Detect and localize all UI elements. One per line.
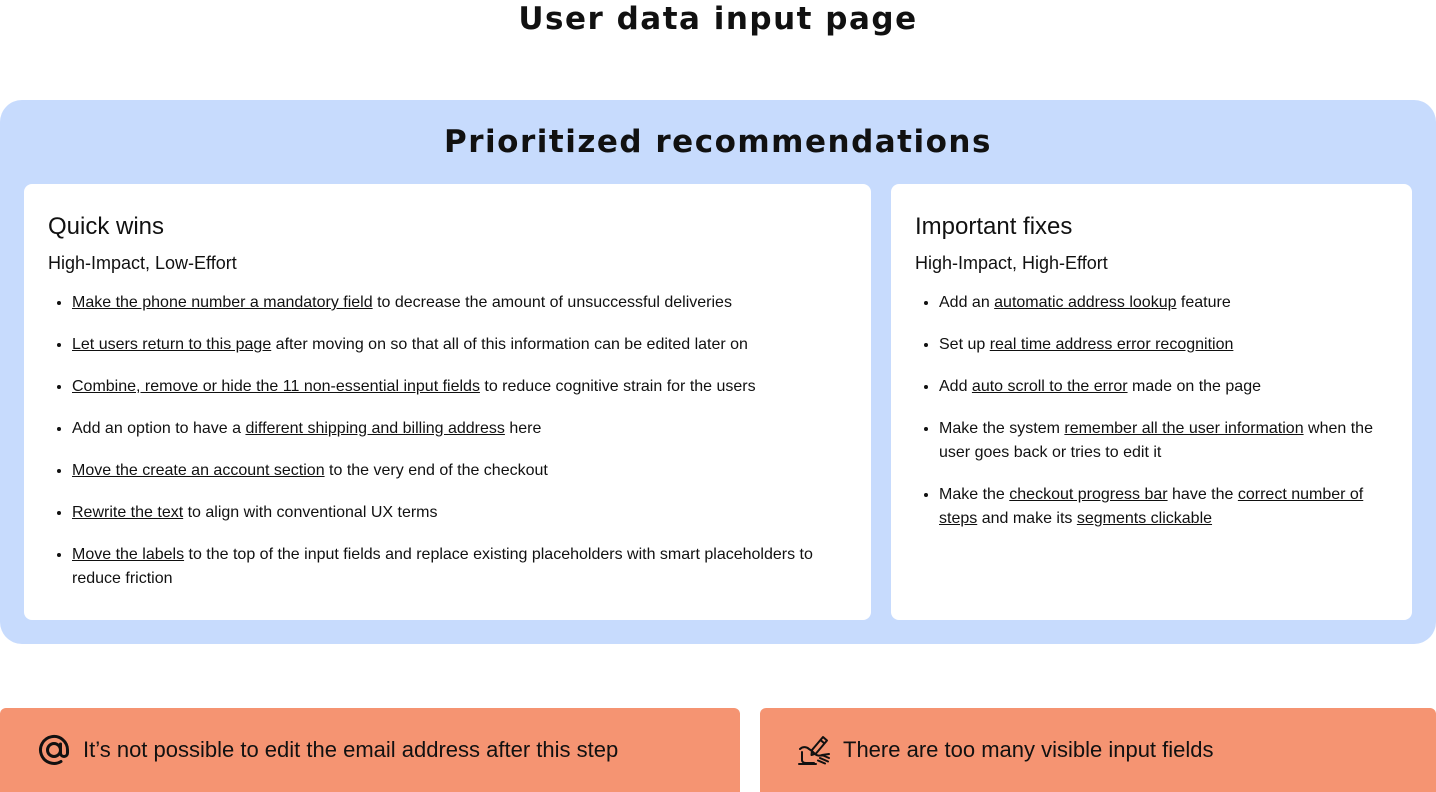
recommendation-item [939, 417, 1388, 465]
recommendation-link[interactable]: different shipping and billing address [245, 420, 505, 437]
recommendation-text: to reduce cognitive strain for the users [479, 378, 756, 395]
recommendation-link[interactable]: segments clickable [1076, 510, 1213, 527]
recommendation-link[interactable]: Move the labels [72, 546, 185, 563]
recommendation-link[interactable]: Let users return to this page [72, 336, 272, 353]
recommendation-text: to align with conventional UX terms [183, 504, 438, 521]
recommendation-item [72, 543, 847, 591]
recommendation-text: Make the system [939, 420, 1065, 437]
recommendation-text: Set up [939, 336, 990, 353]
important-fixes-subheading: High-Impact, High-Effort [915, 253, 1108, 273]
recommendation-link[interactable]: Make the phone number a mandatory field [72, 294, 373, 311]
recommendation-link[interactable]: Combine, remove or hide the 11 non-essential input fields [72, 378, 480, 395]
recommendation-text: when the user goes back or tries to edit it [939, 420, 1373, 461]
quick-wins-heading: Quick wins [48, 213, 165, 240]
recommendations-panel [0, 100, 1436, 644]
recommendation-link[interactable]: auto scroll to the error [971, 378, 1128, 395]
recommendation-text: feature [1176, 294, 1231, 311]
recommendation-link[interactable]: automatic address lookup [994, 294, 1177, 311]
page-title: User data input page [518, 1, 918, 37]
recommendation-link[interactable]: Rewrite the text [72, 504, 184, 521]
recommendation-item [939, 375, 1388, 399]
recommendation-text: to decrease the amount of unsuccessful deliveries [372, 294, 732, 311]
recommendation-link[interactable]: correct number of steps [939, 486, 1364, 527]
important-fixes-heading: Important fixes [915, 213, 1073, 240]
issue-fields-text: There are too many visible input fields [843, 737, 1214, 762]
quick-wins-card [24, 184, 871, 620]
recommendation-item [939, 483, 1388, 531]
recommendation-link[interactable]: real time address error recognition [989, 336, 1234, 353]
recommendation-text: to the very end of the checkout [324, 462, 548, 479]
recommendation-text: made on the page [1127, 378, 1261, 395]
important-fixes-card [891, 184, 1412, 620]
recommendation-text: have the [1167, 486, 1238, 503]
hand-writing-icon [796, 732, 832, 768]
recommendation-item [72, 375, 847, 399]
recommendation-text: Add an [939, 294, 995, 311]
recommendation-text: and make its [977, 510, 1077, 527]
recommendations-title: Prioritized recommendations [444, 124, 992, 160]
recommendation-item [72, 417, 847, 441]
recommendation-item [72, 333, 847, 357]
recommendation-text: Add [939, 378, 972, 395]
important-fixes-list [915, 291, 1388, 531]
issue-email-not-editable [0, 708, 740, 792]
recommendation-item [939, 291, 1388, 315]
recommendation-link[interactable]: checkout progress bar [1009, 486, 1168, 503]
recommendation-item [72, 501, 847, 525]
at-sign-icon [36, 732, 72, 768]
recommendation-item [939, 333, 1388, 357]
quick-wins-subheading: High-Impact, Low-Effort [48, 253, 237, 273]
issue-too-many-fields [760, 708, 1436, 792]
quick-wins-list [48, 291, 847, 591]
recommendation-text: after moving on so that all of this information can be edited later on [271, 336, 748, 353]
recommendation-text: here [504, 420, 542, 437]
recommendation-text: Add an option to have a [72, 420, 246, 437]
recommendation-text: Make the [939, 486, 1010, 503]
recommendation-item [72, 291, 847, 315]
recommendation-item [72, 459, 847, 483]
recommendation-link[interactable]: Move the create an account section [72, 462, 325, 479]
recommendation-text: to the top of the input fields and replace existing placeholders with smart placeholders to reduce friction [72, 546, 813, 587]
issue-email-text: It’s not possible to edit the email address after this step [83, 737, 619, 762]
recommendation-link[interactable]: remember all the user information [1064, 420, 1304, 437]
